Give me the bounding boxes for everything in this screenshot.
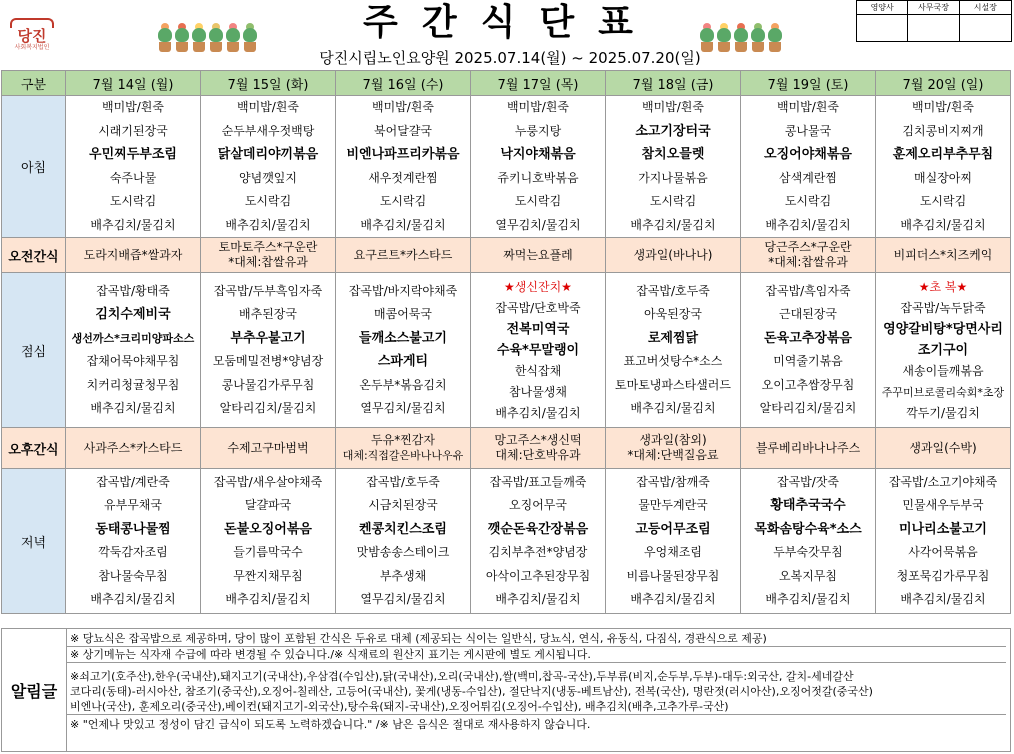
plants-left-icon xyxy=(158,22,257,52)
menu-item: 들기름막국수 xyxy=(233,545,303,559)
menu-item: 닭살데리야끼볶음 xyxy=(217,147,319,162)
menu-item: 사각어묵볶음 xyxy=(908,545,978,559)
menu-item: 무짠지채무침 xyxy=(233,568,303,583)
sign-label: 시설장 xyxy=(960,1,1011,15)
page-subtitle: 당진시립노인요양원 2025.07.14(월) ~ 2025.07.20(일) xyxy=(319,49,701,67)
menu-item: 고등어무조림 xyxy=(635,521,711,537)
menu-item: 북어달걀국 xyxy=(374,123,432,138)
day-header-row xyxy=(2,71,1011,96)
menu-item: 배추김치/물김치 xyxy=(630,401,716,415)
menu-item: 배추김치/물김치 xyxy=(765,592,851,606)
menu-item: 잡채어묵야채무침 xyxy=(86,354,180,368)
menu-item: 치커리청귤청무침 xyxy=(86,377,180,392)
menu-cell xyxy=(876,428,1011,469)
menu-cell xyxy=(741,273,876,428)
menu-item: 대체:직접갈은바나나우유 xyxy=(342,449,464,462)
logo-sub: 사회복지법인 xyxy=(14,44,50,51)
menu-item: 배추김치/물김치 xyxy=(90,217,176,232)
menu-item: 배추김치/물김치 xyxy=(630,592,716,606)
menu-item: 잡곡밥/흑임자죽 xyxy=(765,283,851,298)
section-label: 저녁 xyxy=(2,469,66,614)
menu-item: 도시락김 xyxy=(514,194,562,208)
menu-item: 잡곡밥/두부흑임자죽 xyxy=(213,283,323,298)
menu-item: 도시락김 xyxy=(919,194,967,208)
menu-item: 배추김치/물김치 xyxy=(495,405,581,420)
menu-item: 새우젓계란찜 xyxy=(368,170,438,185)
logo xyxy=(8,18,56,62)
menu-item: 당근주스*구운란 xyxy=(764,240,852,254)
menu-item: 김치콩비지찌개 xyxy=(902,123,984,138)
day-header: 7월 14일 (월) xyxy=(66,71,201,96)
menu-item: 동태콩나물찜 xyxy=(95,521,171,537)
menu-cell xyxy=(741,469,876,614)
menu-cell xyxy=(201,273,336,428)
menu-item: 아삭이고추된장무침 xyxy=(485,568,591,583)
menu-item: 알타리김치/물김치 xyxy=(759,401,857,415)
menu-item: 잡곡밥/소고기야채죽 xyxy=(888,474,998,489)
section-label: 오후간식 xyxy=(2,428,66,469)
menu-item: *대체:찹쌀유과 xyxy=(228,255,308,269)
menu-item: 시금치된장국 xyxy=(368,498,438,512)
menu-cell xyxy=(336,238,471,273)
notice-line: ※ "언제나 맛있고 정성이 담긴 급식이 되도록 노력하겠습니다." /※ 남은 음식은 절대로 재사용하지 않습니다. xyxy=(66,714,1006,732)
menu-item: 블루베리바나나주스 xyxy=(755,440,861,455)
menu-cell xyxy=(606,469,741,614)
menu-item: 토마토주스*구운란 xyxy=(218,240,318,254)
menu-item: 로제찜닭 xyxy=(647,330,699,346)
menu-item: 도시락김 xyxy=(784,194,832,208)
menu-item: 요구르트*카스타드 xyxy=(353,247,453,262)
menu-item: 잡곡밥/새우살야채죽 xyxy=(213,474,323,489)
menu-item: 잡곡밥/단호박죽 xyxy=(495,300,581,315)
day-header: 7월 16일 (수) xyxy=(336,71,471,96)
menu-item: 황태추국국수 xyxy=(770,498,846,513)
breakfast-row xyxy=(2,96,1011,238)
menu-item: 훈제오리부추무침 xyxy=(892,147,994,162)
menu-item: 오이고추쌈장무침 xyxy=(761,377,855,392)
menu-item: 열무김치/물김치 xyxy=(495,217,581,232)
menu-item: 영양갈비탕*당면사리 xyxy=(883,321,1003,337)
menu-item: 콩나물김가루무침 xyxy=(221,377,315,392)
menu-item: 깍둑감자조림 xyxy=(98,545,168,559)
menu-cell xyxy=(201,96,336,238)
menu-cell xyxy=(471,469,606,614)
corner-label: 구분 xyxy=(2,71,66,96)
menu-item: 도시락김 xyxy=(109,194,157,208)
menu-item: 도시락김 xyxy=(649,194,697,208)
menu-item: 김치부추전*양념장 xyxy=(488,545,588,559)
menu-cell xyxy=(471,273,606,428)
menu-item: 생과일(수박) xyxy=(909,440,977,455)
sign-label: 영양사 xyxy=(857,1,908,15)
menu-item: 백미밥/흰죽 xyxy=(911,100,974,114)
menu-item: 오징어무국 xyxy=(509,498,567,512)
menu-item: 도시락김 xyxy=(379,194,427,208)
menu-item: 배추김치/물김치 xyxy=(225,217,311,232)
menu-cell xyxy=(606,273,741,428)
menu-item: 돈육고추장볶음 xyxy=(764,330,852,346)
menu-item: 잡곡밥/표고들깨죽 xyxy=(489,474,587,489)
menu-item: 생과일(참외) xyxy=(639,433,707,447)
menu-item: 새송이들깨볶음 xyxy=(902,363,984,378)
notice-text xyxy=(70,631,1006,732)
day-header: 7월 15일 (화) xyxy=(201,71,336,96)
menu-item: 표고버섯탕수*소스 xyxy=(623,354,723,368)
menu-item: 망고주스*생신떡 xyxy=(494,433,582,447)
menu-item: 백미밥/흰죽 xyxy=(776,100,839,114)
menu-cell xyxy=(471,428,606,469)
day-header: 7월 19일 (토) xyxy=(741,71,876,96)
menu-cell xyxy=(66,96,201,238)
menu-item: 비름나물된장무침 xyxy=(626,568,720,583)
menu-item: 생선까스*크리미양파소스 xyxy=(71,331,195,345)
menu-item: 주꾸미브로콜리숙회*초장 xyxy=(881,385,1005,399)
menu-item: 우엉채조림 xyxy=(644,545,702,559)
menu-cell xyxy=(876,469,1011,614)
menu-item: 생과일(바나나) xyxy=(633,247,713,262)
menu-item: 온두부*볶음김치 xyxy=(359,377,447,392)
section-label: 오전간식 xyxy=(2,238,66,273)
menu-item: 배추김치/물김치 xyxy=(225,592,311,606)
menu-item: 유부무채국 xyxy=(104,498,162,512)
menu-cell xyxy=(606,96,741,238)
menu-item: 알타리김치/물김치 xyxy=(219,401,317,415)
menu-item: 누룽지탕 xyxy=(514,123,562,138)
section-label: 아침 xyxy=(2,96,66,238)
menu-item: 배추김치/물김치 xyxy=(900,592,986,606)
menu-item: 배추김치/물김치 xyxy=(90,592,176,606)
menu-item: 사과주스*카스타드 xyxy=(83,440,183,455)
menu-item: 배추김치/물김치 xyxy=(900,217,986,232)
menu-item: *대체:단백질음료 xyxy=(627,448,719,462)
menu-table xyxy=(1,70,1011,614)
menu-item: 낙지야채볶음 xyxy=(500,147,576,162)
menu-item: 물만두계란국 xyxy=(638,498,708,512)
menu-cell xyxy=(66,238,201,273)
menu-item: 돈불오징어볶음 xyxy=(224,521,312,537)
menu-item: 들깨소스불고기 xyxy=(359,330,447,346)
menu-item: 양념깻잎지 xyxy=(239,170,297,185)
am_snack-row xyxy=(2,238,1011,273)
menu-item: 두부숙갓무침 xyxy=(773,545,843,559)
notice-label: 알림글 xyxy=(2,629,67,751)
menu-item: 오징어야채볶음 xyxy=(764,147,852,162)
menu-cell xyxy=(201,238,336,273)
menu-item: 청포묵김가루무침 xyxy=(896,568,990,583)
sign-label: 사무국장 xyxy=(908,1,959,15)
day-header: 7월 17일 (목) xyxy=(471,71,606,96)
page-title: 주간식단표 xyxy=(363,2,657,43)
menu-item: *대체:찹쌀유과 xyxy=(768,255,848,269)
menu-item: 수제고구마범벅 xyxy=(227,440,309,455)
menu-item: 비엔나파프리카볶음 xyxy=(346,147,460,162)
section-label: 점심 xyxy=(2,273,66,428)
menu-item: 한식잡채 xyxy=(514,363,562,378)
sign-slot xyxy=(960,15,1011,41)
lunch-row xyxy=(2,273,1011,428)
menu-item: 부추우불고기 xyxy=(230,330,306,346)
dinner-row xyxy=(2,469,1011,614)
menu-item: 콩나물국 xyxy=(784,123,832,138)
menu-item: 잡곡밥/호두죽 xyxy=(636,283,710,298)
menu-item: 잡곡밥/바지락야채죽 xyxy=(348,283,458,298)
menu-item: 백미밥/흰죽 xyxy=(236,100,299,114)
menu-item: 매콤어묵국 xyxy=(374,307,432,321)
menu-cell xyxy=(66,273,201,428)
menu-cell xyxy=(336,96,471,238)
menu-item: 백미밥/흰죽 xyxy=(371,100,434,114)
menu-item: 삼색계란찜 xyxy=(779,170,837,185)
menu-item: 도시락김 xyxy=(244,194,292,208)
menu-item: 목화솜탕수육*소스 xyxy=(754,521,862,537)
menu-item: 백미밥/흰죽 xyxy=(101,100,164,114)
menu-item: 배추김치/물김치 xyxy=(495,592,581,606)
menu-cell xyxy=(606,238,741,273)
logo-name: 당진 xyxy=(17,27,47,45)
menu-item: 참치오믈렛 xyxy=(641,147,705,162)
menu-cell xyxy=(876,273,1011,428)
menu-cell xyxy=(201,428,336,469)
menu-item: 달걀파국 xyxy=(244,498,292,512)
menu-cell xyxy=(66,469,201,614)
menu-item: 배추김치/물김치 xyxy=(90,401,176,415)
menu-item: 잡곡밥/잣죽 xyxy=(776,474,839,489)
menu-item: 짜먹는요플레 xyxy=(503,247,573,262)
menu-item: 참나물숙무침 xyxy=(98,568,168,583)
menu-item: 잡곡밥/황태죽 xyxy=(96,283,170,298)
menu-item: ★초 복★ xyxy=(918,279,968,294)
menu-cell xyxy=(336,273,471,428)
notice-line: ※ 당뇨식은 잡곡밥으로 제공하며, 당이 많이 포함된 간식은 두유로 대체 (제공되는 식이는 일반식, 당뇨식, 연식, 유동식, 다짐식, 경관식으로 제공) xyxy=(70,632,767,645)
menu-item: 시래기된장국 xyxy=(98,123,168,138)
menu-item: 아욱된장국 xyxy=(644,307,702,321)
menu-item: 참나물생채 xyxy=(509,384,567,399)
menu-item: 순두부새우젓백탕 xyxy=(221,123,315,138)
menu-item: 김치수제비국 xyxy=(95,307,171,322)
approval-box xyxy=(856,0,1012,42)
menu-cell xyxy=(741,238,876,273)
menu-item: 두유*찐감자 xyxy=(371,433,435,447)
menu-item: 근대된장국 xyxy=(779,307,837,321)
notice-line: ※쇠고기(호주산),한우(국내산),돼지고기(국내산),우삼겹(수입산),닭(국내산),오리(국내산),쌀(백미,찹곡-국산),두부류(비지,순두부,두부)-대두:외국산, 갈치-세네갈산 xyxy=(66,662,1006,684)
sign-slot xyxy=(857,15,908,41)
menu-item: 도라지배즙*쌀과자 xyxy=(83,247,183,262)
notice-line: 코다리(동태)-러시아산, 참조기(중국산),오징어-칠레산, 고등어(국내산), 꽃게(냉동-수입산), 절단낙지(냉동-베트남산), 전복(국산), 명란젓(러시아산),오징어젓갈(중국산) xyxy=(70,685,873,698)
menu-item: 백미밥/흰죽 xyxy=(506,100,569,114)
menu-item: 가지나물볶음 xyxy=(638,170,708,185)
menu-item: 잡곡밥/녹두닭죽 xyxy=(900,300,986,315)
menu-item: 숙주나물 xyxy=(109,170,157,185)
menu-cell xyxy=(471,96,606,238)
notice-line: 비엔나(국산), 훈제오리(중국산),베이컨(돼지고기-외국산),탕수육(돼지-국내산),오징어튀김(오징어-수입산), 배추김치(배추,고추가루-국산) xyxy=(70,700,729,713)
sign-slot xyxy=(908,15,959,41)
menu-item: 열무김치/물김치 xyxy=(360,592,446,606)
menu-cell xyxy=(201,469,336,614)
menu-item: 모둠메밀전병*양념장 xyxy=(212,354,324,368)
page-header xyxy=(0,0,1014,70)
menu-item: 열무김치/물김치 xyxy=(360,401,446,415)
menu-item: 맛밤송송스테이크 xyxy=(356,545,450,559)
menu-item: 잡곡밥/호두죽 xyxy=(366,474,440,489)
menu-item: 매실장아찌 xyxy=(914,170,972,185)
menu-cell xyxy=(66,428,201,469)
menu-cell xyxy=(336,469,471,614)
menu-item: 소고기장터국 xyxy=(635,123,711,139)
menu-item: 배추김치/물김치 xyxy=(630,217,716,232)
menu-item: 미역줄기볶음 xyxy=(773,354,843,368)
menu-item: 쥬키니호박볶음 xyxy=(497,170,579,185)
menu-cell xyxy=(876,96,1011,238)
menu-item: 조기구이 xyxy=(917,342,969,358)
menu-item: 켄콩치킨스조림 xyxy=(359,521,447,537)
menu-item: 깍두기/물김치 xyxy=(906,405,980,420)
menu-item: 배추김치/물김치 xyxy=(765,217,851,232)
menu-cell xyxy=(741,96,876,238)
menu-cell xyxy=(741,428,876,469)
menu-item: 부추생채 xyxy=(379,568,427,583)
menu-cell xyxy=(876,238,1011,273)
menu-item: 오복지무침 xyxy=(779,568,837,583)
menu-item: 미나리소불고기 xyxy=(899,521,987,537)
menu-item: 대체:단호박유과 xyxy=(495,448,581,462)
menu-item: 깻순돈육간장볶음 xyxy=(487,521,589,537)
menu-item: 수육*무말랭이 xyxy=(496,342,580,358)
menu-cell xyxy=(336,428,471,469)
menu-item: 배추된장국 xyxy=(239,307,297,321)
menu-item: 배추김치/물김치 xyxy=(360,217,446,232)
menu-item: 토마토냉파스타샐러드 xyxy=(615,377,731,392)
menu-item: 민물새우두부국 xyxy=(902,498,984,512)
notice-line: ※ 상기메뉴는 식자재 수급에 따라 변경될 수 있습니다./※ 식재료의 원산지 표기는 게시판에 별도 게시됩니다. xyxy=(66,646,1006,662)
menu-item: 비피더스*치즈케익 xyxy=(893,247,993,262)
menu-cell xyxy=(471,238,606,273)
pm_snack-row xyxy=(2,428,1011,469)
day-header: 7월 18일 (금) xyxy=(606,71,741,96)
day-header: 7월 20일 (일) xyxy=(876,71,1011,96)
menu-item: 잡곡밥/계란죽 xyxy=(96,474,170,489)
menu-item: 스파게티 xyxy=(377,354,429,369)
notice-box xyxy=(1,628,1011,752)
menu-item: 전복미역국 xyxy=(506,321,570,337)
menu-item: 우민찌두부조림 xyxy=(89,147,177,162)
menu-item: ★생신잔치★ xyxy=(504,279,572,294)
menu-cell xyxy=(606,428,741,469)
menu-item: 잡곡밥/참깨죽 xyxy=(636,474,710,489)
menu-item: 백미밥/흰죽 xyxy=(641,100,704,114)
